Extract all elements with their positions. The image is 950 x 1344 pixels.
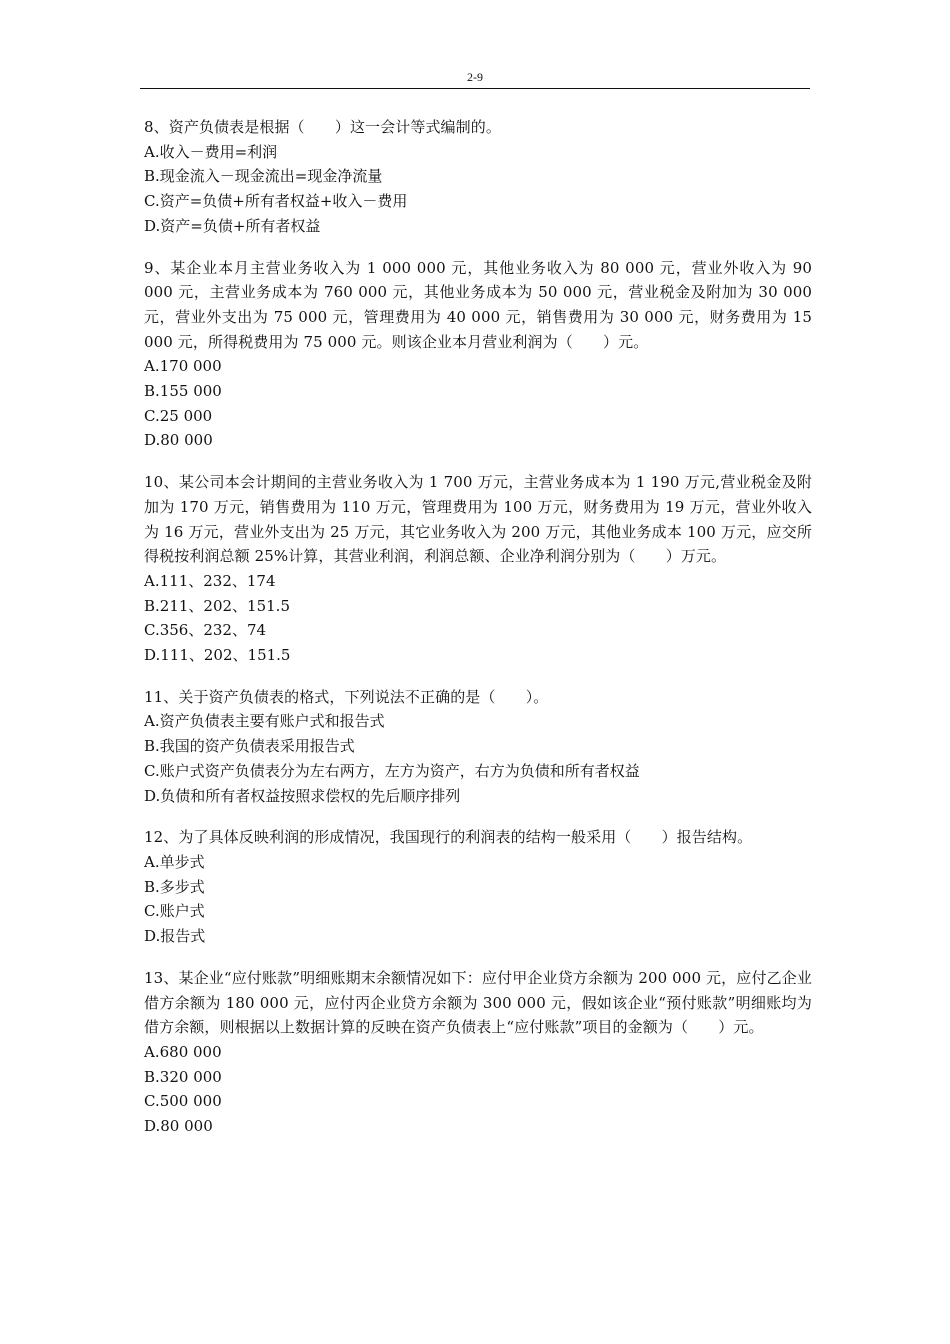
question-stem: 12、为了具体反映利润的形成情况，我国现行的利润表的结构一般采用（ ）报告结构。	[144, 828, 753, 847]
question-12	[144, 825, 812, 949]
option-d: D.80 000	[144, 431, 213, 450]
option-c: C.账户式资产负债表分为左右两方，左方为资产，右方为负债和所有者权益	[144, 761, 640, 780]
option-c: C.356、232、74	[144, 621, 267, 640]
option-c: C.账户式	[144, 902, 205, 921]
option-a: A.资产负债表主要有账户式和报告式	[144, 712, 385, 731]
option-b: B.211、202、151.5	[144, 596, 290, 615]
question-stem: 10、某公司本会计期间的主营业务收入为 1 700 万元，主营业务成本为 1 190 万元,营业税金及附加为 170 万元，销售费用为 110 万元，管理费用为 100 万元，财务费用为 19 万元，营业外收入为 16 万元，营业外支出为 25 万元，其它业务收入为 200 万元，其他业务成本 100 万元，应交所得税按利润总额 25%计算，其营业利润，利润总额、企业净利润分别为（ ）万元。	[144, 473, 812, 566]
option-b: B.155 000	[144, 382, 222, 401]
option-d: D.报告式	[144, 927, 206, 946]
option-b: B.320 000	[144, 1067, 222, 1086]
page-number: 2-9	[467, 70, 483, 84]
question-stem: 13、某企业“应付账款”明细账期末余额情况如下：应付甲企业贷方余额为 200 000 元，应付乙企业借方余额为 180 000 元，应付丙企业贷方余额为 300 000 元，假如该企业“预付账款”明细账均为借方余额，则根据以上数据计算的反映在资产负债表上“应付账款”项目的金额为（ ）元。	[144, 968, 812, 1037]
question-9	[144, 256, 812, 454]
option-b: B.多步式	[144, 877, 205, 896]
question-13	[144, 966, 812, 1139]
question-stem: 8、资产负债表是根据（ ）这一会计等式编制的。	[144, 118, 501, 136]
question-8	[144, 115, 812, 239]
option-d: D.资产=负债+所有者权益	[144, 216, 321, 235]
option-c: C.500 000	[144, 1092, 222, 1111]
option-d: D.负债和所有者权益按照求偿权的先后顺序排列	[144, 786, 461, 805]
option-b: B.现金流入－现金流出=现金净流量	[144, 167, 383, 186]
option-a: A.单步式	[144, 852, 205, 871]
option-a: A.收入－费用=利润	[144, 142, 278, 161]
question-list	[144, 115, 812, 1156]
option-a: A.680 000	[144, 1042, 222, 1061]
page-header	[140, 70, 810, 89]
option-a: A.170 000	[144, 357, 222, 376]
question-stem: 11、关于资产负债表的格式，下列说法不正确的是（ ）。	[144, 687, 549, 706]
option-d: D.111、202、151.5	[144, 646, 291, 665]
question-11	[144, 685, 812, 809]
question-10	[144, 470, 812, 668]
option-b: B.我国的资产负债表采用报告式	[144, 737, 355, 756]
option-d: D.80 000	[144, 1117, 213, 1136]
option-c: C.25 000	[144, 406, 213, 425]
question-stem: 9、某企业本月主营业务收入为 1 000 000 元，其他业务收入为 80 000 元，营业外收入为 90 000 元，主营业务成本为 760 000 元，其他业务成本为 50 000 元，营业税金及附加为 30 000 元，营业外支出为 75 000 元，管理费用为 40 000 元，销售费用为 30 000 元，财务费用为 15 000 元，所得税费用为 75 000 元。则该企业本月营业利润为（ ）元。	[144, 258, 812, 351]
option-c: C.资产=负债+所有者权益+收入－费用	[144, 192, 408, 211]
option-a: A.111、232、174	[144, 571, 276, 590]
